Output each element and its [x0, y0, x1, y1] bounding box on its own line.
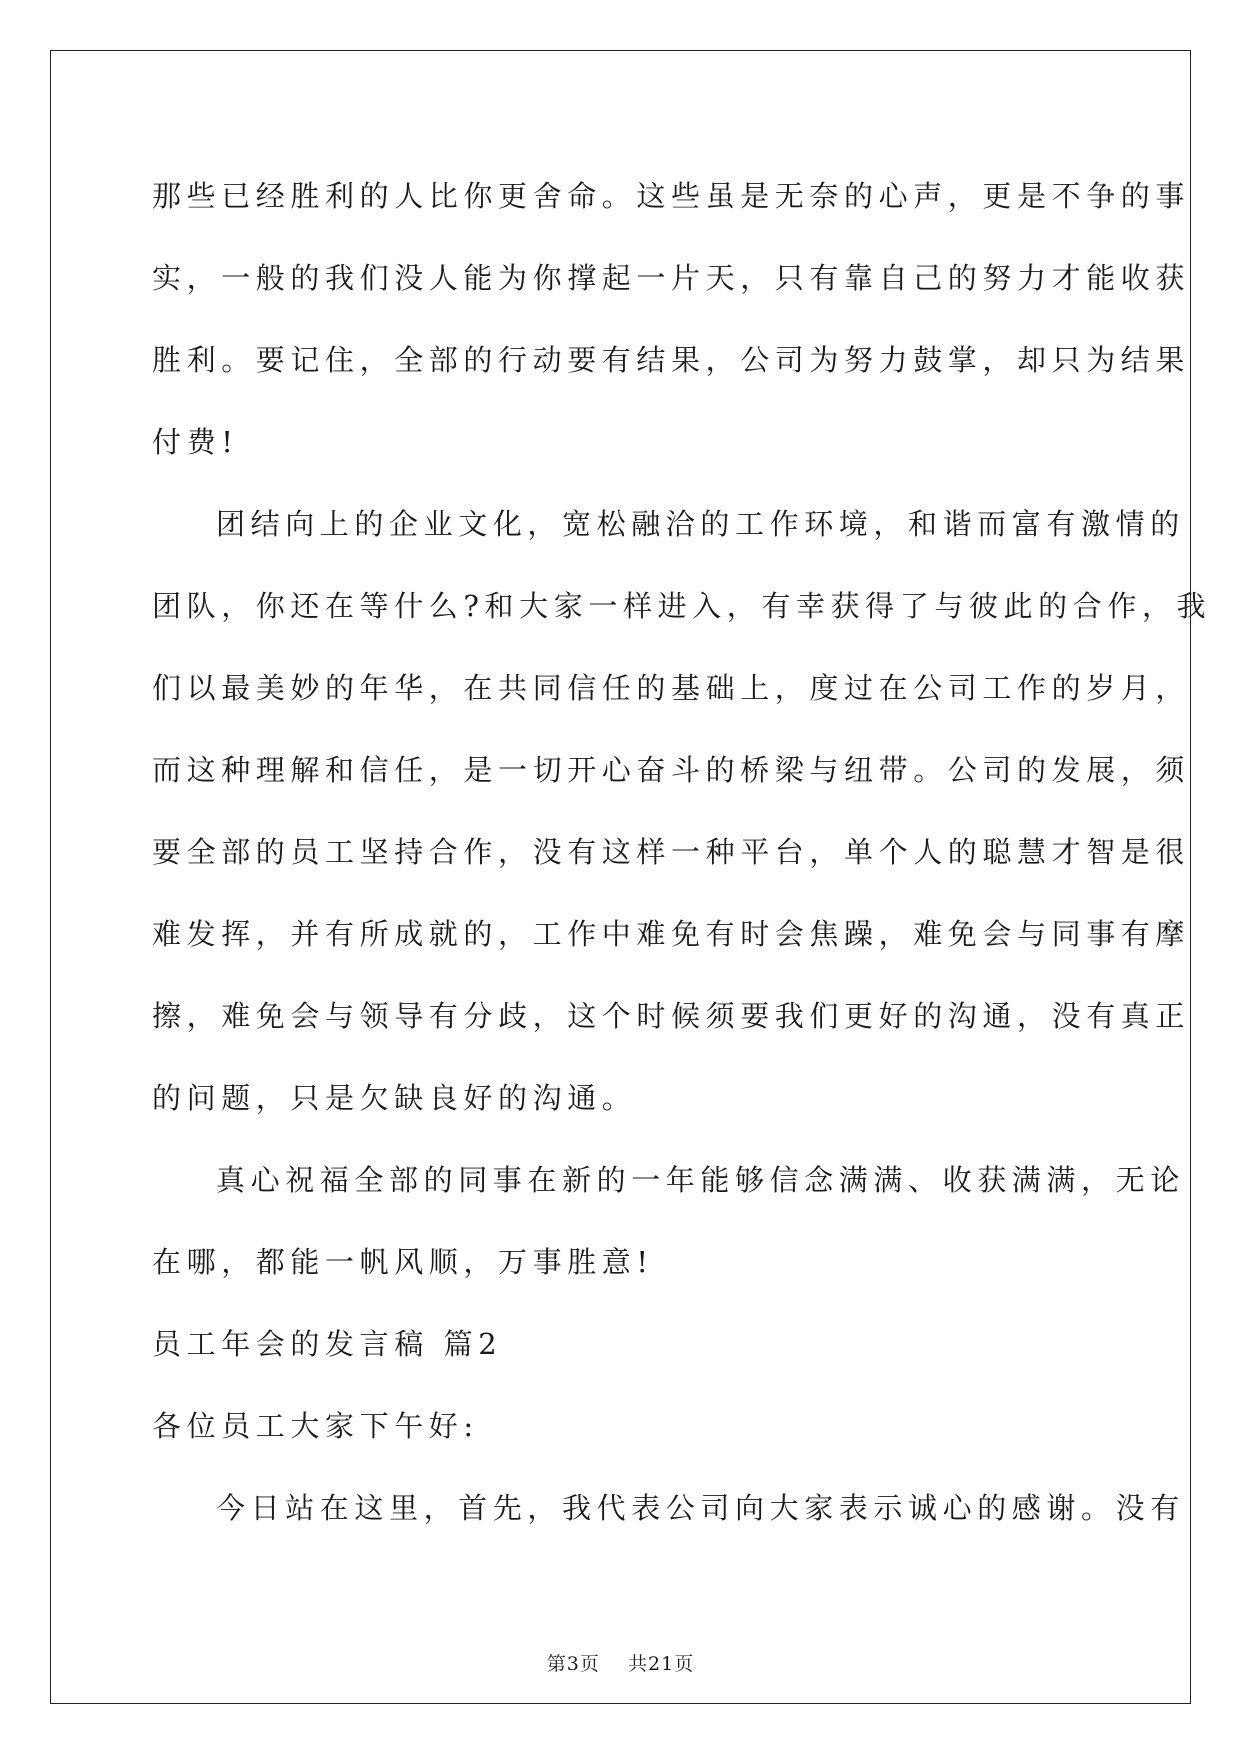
body-line: 难发挥，并有所成就的，工作中难免有时会焦躁，难免会与同事有摩	[152, 917, 1191, 951]
body-line: 团队，你还在等什么?和大家一样进入，有幸获得了与彼此的合作，我	[152, 589, 1212, 623]
paragraph-start-line: 真心祝福全部的同事在新的一年能够信念满满、收获满满，无论	[216, 1163, 1185, 1197]
salutation-line: 各位员工大家下午好:	[152, 1409, 479, 1443]
body-line: 的问题，只是欠缺良好的沟通。	[152, 1081, 637, 1115]
body-line: 在哪，都能一帆风顺，万事胜意!	[152, 1245, 654, 1279]
page-footer	[0, 1652, 1241, 1676]
section-heading: 员工年会的发言稿 篇2	[152, 1327, 503, 1361]
page-number: 第3页	[546, 1653, 600, 1675]
paragraph-start-line: 团结向上的企业文化，宽松融洽的工作环境，和谐而富有激情的	[216, 507, 1185, 541]
body-line: 那些已经胜利的人比你更舍命。这些虽是无奈的心声，更是不争的事	[152, 179, 1191, 213]
body-line: 们以最美妙的年华，在共同信任的基础上，度过在公司工作的岁月，	[152, 671, 1191, 705]
body-line: 付费!	[152, 425, 239, 459]
body-line: 要全部的员工坚持合作，没有这样一种平台，单个人的聪慧才智是很	[152, 835, 1191, 869]
body-line: 而这种理解和信任，是一切开心奋斗的桥梁与纽带。公司的发展，须	[152, 753, 1191, 787]
paragraph-start-line: 今日站在这里，首先，我代表公司向大家表示诚心的感谢。没有	[216, 1491, 1185, 1525]
body-line: 胜利。要记住，全部的行动要有结果，公司为努力鼓掌，却只为结果	[152, 343, 1191, 377]
body-line: 实，一般的我们没人能为你撑起一片天，只有靠自己的努力才能收获	[152, 261, 1191, 295]
document-body	[152, 155, 1212, 1549]
total-pages: 共21页	[628, 1653, 695, 1675]
body-line: 擦，难免会与领导有分歧，这个时候须要我们更好的沟通，没有真正	[152, 999, 1191, 1033]
